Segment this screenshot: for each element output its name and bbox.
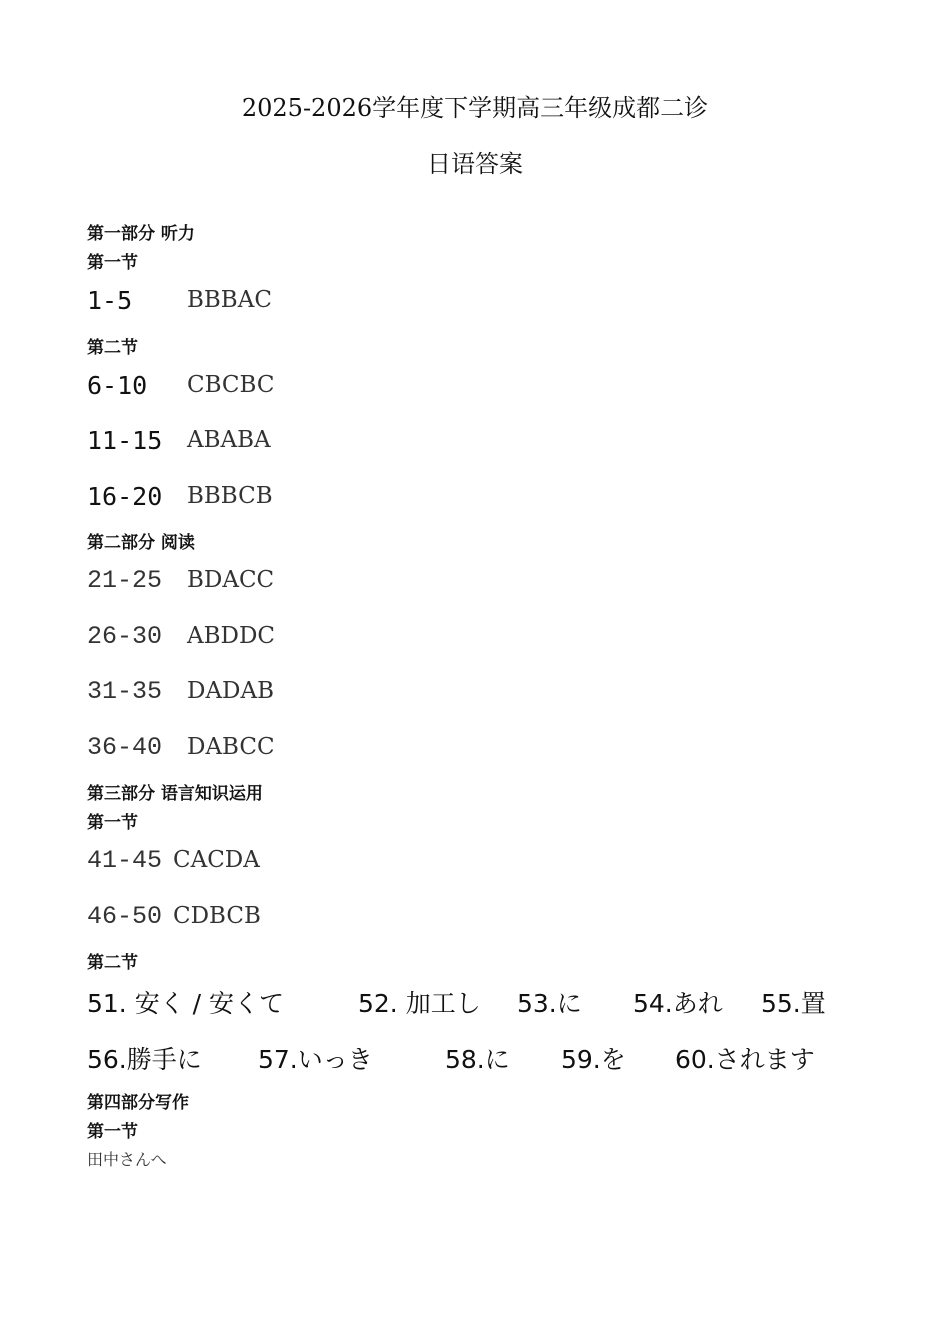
part1-heading: 第一部分 听力 (87, 224, 195, 244)
part4-section1-heading: 第一节 (87, 1122, 138, 1142)
fill-answer-57: 57.いっき (258, 1045, 373, 1074)
answer-letters: DABCC (187, 734, 275, 760)
fill-answer-55: 55.置 (761, 989, 826, 1018)
fill-answer-53: 53.に (517, 989, 582, 1018)
answer-letters: CDBCB (173, 903, 261, 929)
part1-section2-heading: 第二节 (87, 338, 138, 358)
answer-range: 6-10 (87, 371, 148, 400)
fill-answer-54: 54.あれ (633, 989, 723, 1018)
answer-letters: ABABA (187, 427, 271, 453)
part3-section1-heading: 第一节 (87, 813, 138, 833)
answer-range: 26-30 (87, 622, 163, 651)
part1-section1-heading: 第一节 (87, 253, 138, 273)
fill-answer-56: 56.勝手に (87, 1045, 202, 1074)
fill-answer-52: 52. 加工し (358, 989, 481, 1018)
page-title: 2025-2026学年度下学期高三年级成都二诊 (241, 94, 709, 122)
fill-answer-60: 60.されます (675, 1045, 815, 1074)
answer-letters: BDACC (187, 567, 275, 593)
fill-answer-59: 59.を (561, 1045, 626, 1074)
part2-heading: 第二部分 阅读 (87, 533, 195, 553)
answer-range: 36-40 (87, 733, 163, 762)
answer-letters: CACDA (173, 847, 260, 873)
answer-letters: CBCBC (187, 372, 275, 398)
answer-range: 11-15 (87, 426, 163, 455)
answer-letters: DADAB (187, 678, 275, 704)
page-subtitle: 日语答案 (427, 150, 523, 178)
part3-heading: 第三部分 语言知识运用 (87, 784, 263, 804)
answer-range: 46-50 (87, 902, 163, 931)
letter-salutation: 田中さんへ (87, 1150, 167, 1169)
answer-range: 31-35 (87, 677, 163, 706)
answer-range: 41-45 (87, 846, 163, 875)
answer-range: 1-5 (87, 286, 133, 315)
answer-range: 16-20 (87, 482, 163, 511)
part3-section2-heading: 第二节 (87, 953, 138, 973)
fill-answer-58: 58.に (445, 1045, 510, 1074)
answer-letters: ABDDC (187, 623, 275, 649)
answer-letters: BBBCB (187, 483, 273, 509)
part4-heading: 第四部分写作 (87, 1093, 189, 1113)
answer-range: 21-25 (87, 566, 163, 595)
answer-letters: BBBAC (187, 287, 272, 313)
fill-answer-51: 51. 安く / 安くて (87, 989, 285, 1018)
